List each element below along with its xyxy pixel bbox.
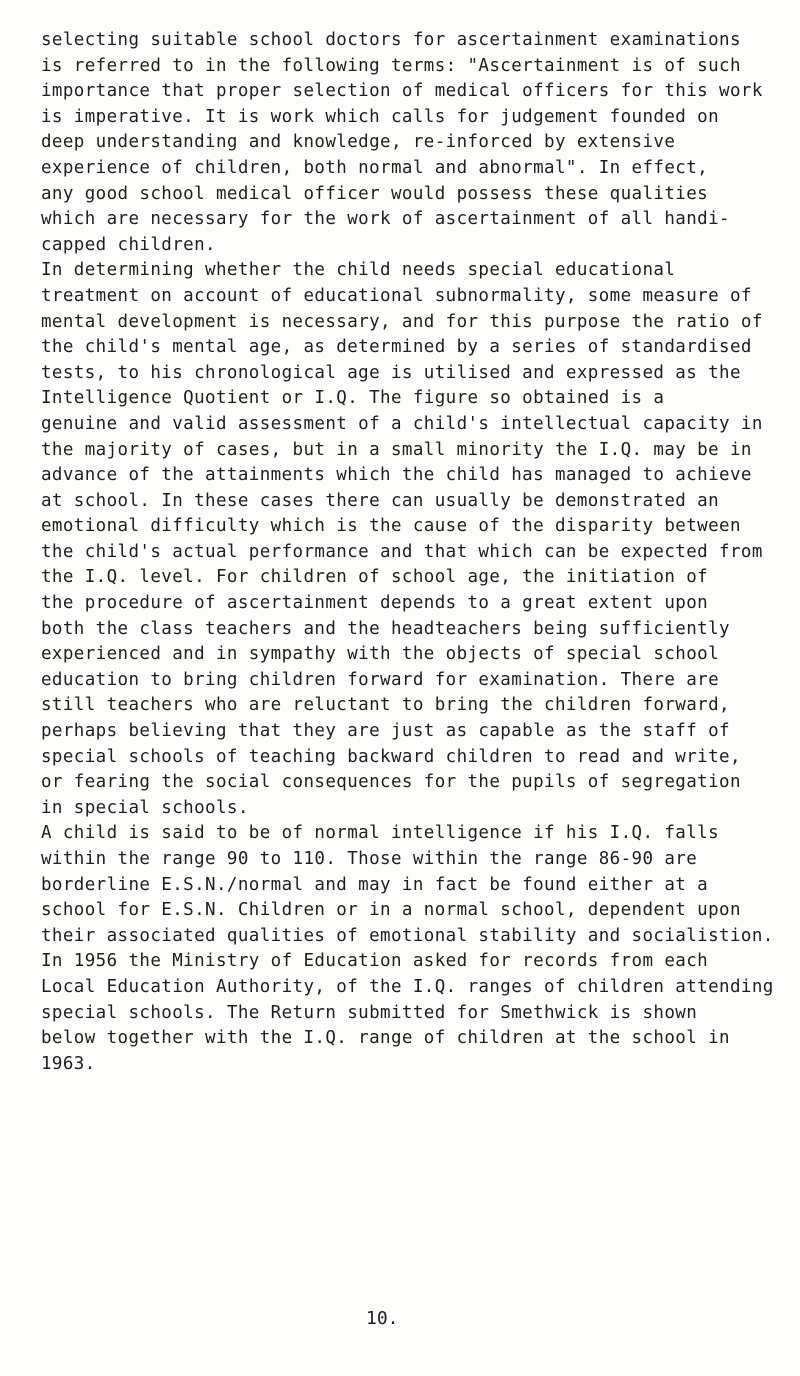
text-line: deep understanding and knowledge, re-inforced by extensive (41, 132, 676, 153)
text-line: importance that proper selection of medical officers for this work (41, 81, 763, 102)
text-line: the procedure of ascertainment depends to a great extent upon (41, 593, 709, 614)
text-line: within the range 90 to 110. Those within the range 86-90 are (41, 849, 698, 869)
body-text (41, 28, 800, 1077)
text-line: the I.Q. level. For children of school age, the initiation of (41, 567, 709, 588)
text-line: genuine and valid assessment of a child's intellectual capacity in (41, 413, 763, 434)
text-line: tests, to his chronological age is utilised and expressed as the (41, 362, 741, 383)
text-line: school for E.S.N. Children or in a normal school, dependent upon (41, 900, 741, 921)
text-line: is imperative. It is work which calls for judgement founded on (41, 106, 720, 127)
text-line: experienced and in sympathy with the objects of special school (41, 644, 720, 665)
text-line: 1963. (41, 1053, 96, 1074)
text-line: advance of the attainments which the child has managed to achieve (41, 465, 752, 486)
text-line: their associated qualities of emotional stability and socialistion. (41, 925, 774, 946)
text-line: perhaps believing that they are just as capable as the staff of (41, 721, 730, 742)
text-line: or fearing the social consequences for the pupils of segregation (41, 772, 741, 793)
text-line: emotional difficulty which is the cause of the disparity between (41, 516, 741, 537)
text-line: selecting suitable school doctors for ascertainment examinations (41, 30, 741, 50)
text-line: below together with the I.Q. range of children at the school in (41, 1028, 730, 1049)
text-line: In determining whether the child needs special educational (41, 260, 676, 281)
page-number: 10. (366, 1308, 399, 1329)
text-line: education to bring children forward for examination. There are (41, 669, 720, 690)
text-line: the child's actual performance and that which can be expected from (41, 541, 763, 562)
text-line: the majority of cases, but in a small minority the I.Q. may be in (41, 439, 752, 460)
text-line: in special schools. (41, 797, 249, 818)
text-line: Intelligence Quotient or I.Q. The figure so obtained is a (41, 388, 665, 409)
text-line: experience of children, both normal and abnormal". In effect, (41, 157, 709, 178)
text-line: any good school medical officer would possess these qualities (41, 183, 709, 204)
text-line: In 1956 the Ministry of Education asked for records from each (41, 951, 709, 972)
text-line: Local Education Authority, of the I.Q. ranges of children attending (41, 976, 774, 997)
text-line: special schools of teaching backward children to read and write, (41, 746, 741, 767)
text-line: special schools. The Return submitted for Smethwick is shown (41, 1002, 698, 1023)
text-line: is referred to in the following terms: "Ascertainment is of such (41, 55, 741, 76)
text-line: capped children. (41, 234, 216, 255)
text-line: both the class teachers and the headteachers being sufficiently (41, 618, 730, 639)
text-line: at school. In these cases there can usually be demonstrated an (41, 490, 720, 511)
text-line: A child is said to be of normal intelligence if his I.Q. falls (41, 823, 720, 844)
text-line: still teachers who are reluctant to bring the children forward, (41, 695, 730, 716)
text-line: which are necessary for the work of ascertainment of all handi- (41, 209, 730, 230)
text-line: the child's mental age, as determined by a series of standardised (41, 337, 752, 358)
text-line: mental development is necessary, and for this purpose the ratio of (41, 311, 763, 332)
text-line: borderline E.S.N./normal and may in fact be found either at a (41, 874, 709, 895)
text-line: treatment on account of educational subnormality, some measure of (41, 285, 752, 306)
